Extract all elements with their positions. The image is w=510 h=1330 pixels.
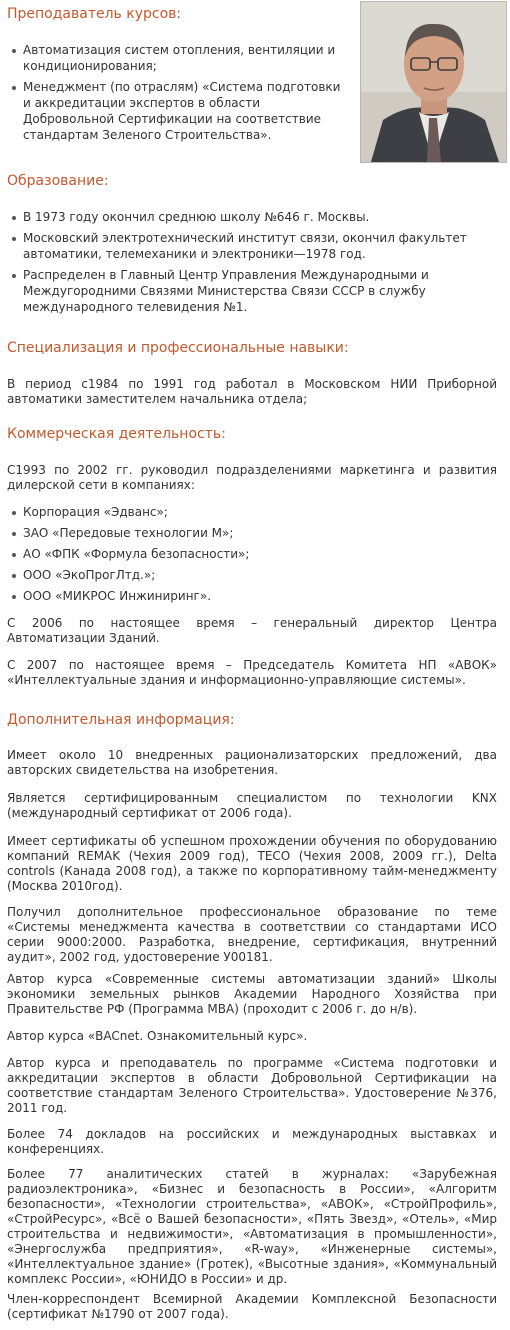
list-item: Распределен в Главный Центр Управления Международными и Междугородними Связями Министерства Связи СССР в службу международного телевидения №1. [7, 267, 477, 315]
commercial-intro: С1993 по 2002 гг. руководил подразделениями маркетинга и развития дилерской сети в компаниях: [7, 463, 497, 492]
company-list [7, 504, 477, 609]
commercial-para-2: С 2007 по настоящее время – Председатель Комитета НП «АВОК» «Интеллектуальные здания и информационно-управляющие системы». [7, 658, 497, 687]
additional-paragraph: Автор курса «BACnet. Ознакомительный курс». [7, 1029, 308, 1043]
additional-paragraph: Имеет около 10 внедренных рационализаторских предложений, два авторских свидетельства на изобретения. [7, 748, 497, 777]
section-title-additional: Дополнительная информация: [7, 712, 235, 728]
list-item: Московский электротехнический институт связи, окончил факультет автоматики, телемеханики и электроники—1978 год. [7, 230, 477, 262]
list-item: Автоматизация систем отопления, вентиляции и кондиционирования; [7, 42, 347, 74]
list-item: Менеджмент (по отраслям) «Система подготовки и аккредитации экспертов в области Добровольной Сертификации на соответствие стандартам Зеленого Строительства». [7, 79, 347, 143]
additional-paragraph: Имеет сертификаты об успешном прохождении обучения по оборудованию компаний REMAK (Чехия 2009 год), TECO (Чехия 2008, 2009 гг.), Delta controls (Канада 2008 год), а также по корпоративному тайм-менеджменту (Москва 2010год). [7, 834, 497, 893]
list-item: В 1973 году окончил среднюю школу №646 г. Москвы. [7, 209, 477, 225]
section-title-education: Образование: [7, 173, 109, 189]
additional-paragraph: Автор курса и преподаватель по программе «Система подготовки и аккредитации экспертов в области Добровольной Сертификации на соответствие стандартам Зеленого Строительства». Удостоверение №376, 2011 год. [7, 1056, 497, 1115]
list-item: Корпорация «Эдванс»; [7, 504, 477, 520]
list-item: ООО «ЭкоПрогЛтд.»; [7, 567, 477, 583]
section-title-skills: Специализация и профессиональные навыки: [7, 340, 349, 356]
additional-paragraph: Получил дополнительное профессиональное образование по теме «Системы менеджмента качества в соответствии со стандартами ИСО серии 9000:2000. Разработка, внедрение, сертификация, внутренний аудит», 2002 год, удостоверение У00181. [7, 905, 497, 964]
additional-paragraph: Член-корреспондент Всемирной Академии Комплексной Безопасности (сертификат №1790 от 2007 года). [7, 1292, 497, 1321]
skills-text: В период с1984 по 1991 год работал в Московском НИИ Приборной автоматики заместителем начальника отдела; [7, 377, 497, 406]
commercial-para-1: С 2006 по настоящее время – генеральный директор Центра Автоматизации Зданий. [7, 616, 497, 645]
section-title-commercial: Коммерческая деятельность: [7, 426, 226, 442]
education-list [7, 209, 477, 320]
additional-paragraph: Более 74 докладов на российских и международных выставках и конференциях. [7, 1127, 497, 1156]
list-item: ЗАО «Передовые технологии М»; [7, 525, 477, 541]
list-item: АО «ФПК «Формула безопасности»; [7, 546, 477, 562]
section-title-teacher: Преподаватель курсов: [7, 6, 182, 22]
additional-paragraph: Более 77 аналитических статей в журналах: «Зарубежная радиоэлектроника», «Бизнес и безопасность в России», «Алгоритм безопасности», «Технологии строительства», «АВОК», «СтройПрофиль», «СтройРесурс», «Всё о Вашей безопасности», «Пять Звезд», «Отель», «Мир строительства и недвижимости», «Автоматизация в промышленности», «Энергослужба предприятия», «R-way», «Инженерные системы», «Интеллектуальное здание» (Гротек), «Высотные здания», «Коммунальный комплекс России», «ЮНИДО в России» и др. [7, 1167, 497, 1286]
additional-paragraph: Является сертифицированным специалистом по технологии KNX (международный сертификат от 2006 года). [7, 791, 497, 820]
list-item: ООО «МИКРОС Инжиниринг». [7, 588, 477, 604]
portrait-image [361, 2, 506, 162]
additional-paragraph: Автор курса «Современные системы автоматизации зданий» Школы экономики земельных рынков Академии Народного Хозяйства при Правительстве РФ (Программа MBA) (проходит с 2006 г. до н/в). [7, 972, 497, 1016]
portrait-photo [360, 1, 507, 163]
teacher-list [7, 42, 347, 148]
